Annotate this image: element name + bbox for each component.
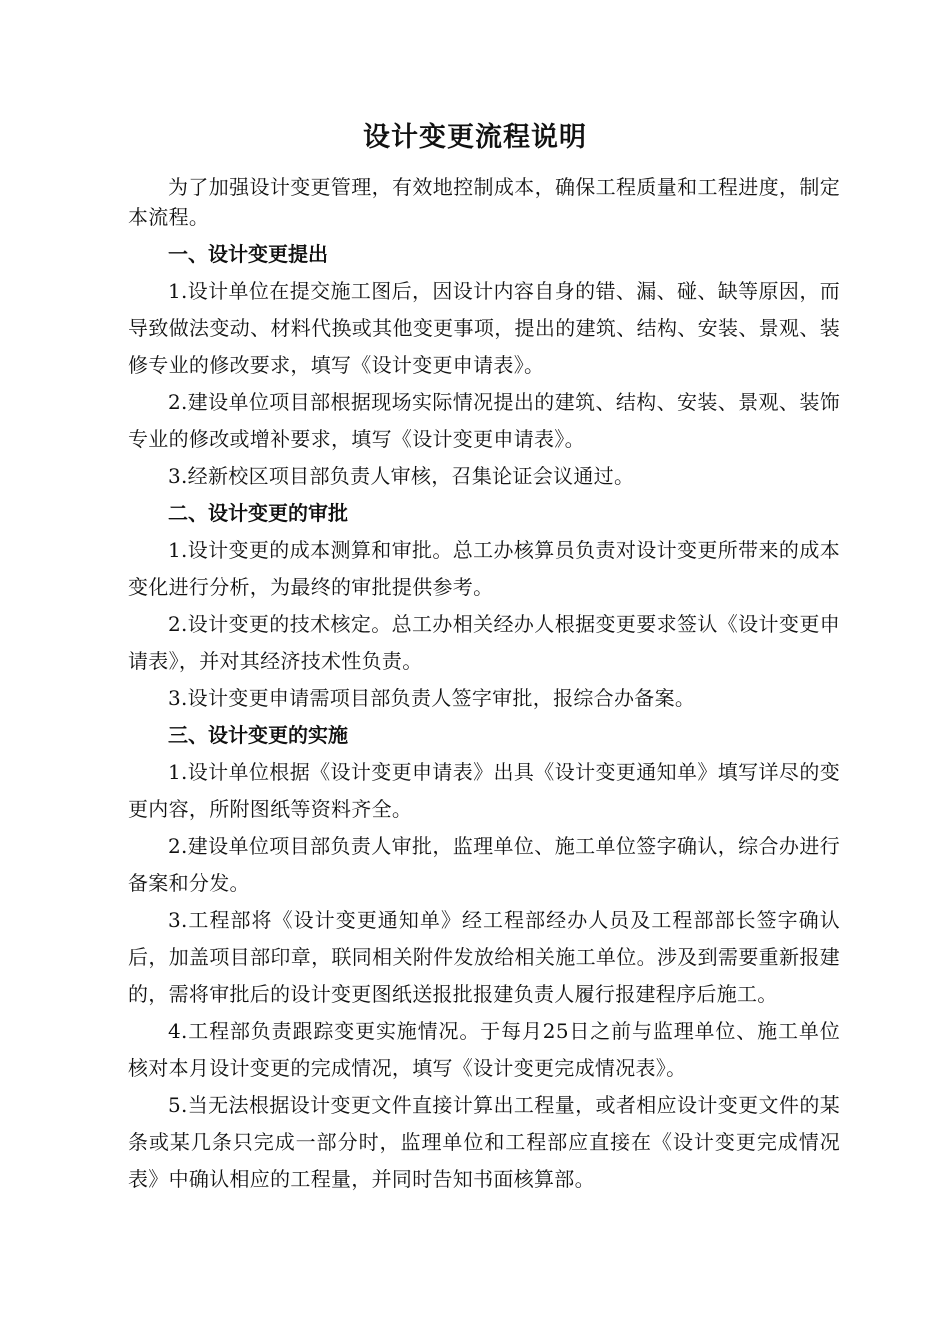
section-1-item-2: 2.建设单位项目部根据现场实际情况提出的建筑、结构、安装、景观、装饰专业的修改或增补要求，填写《设计变更申请表》。 (128, 390, 840, 451)
section-2-item-1: 1.设计变更的成本测算和审批。总工办核算员负责对设计变更所带来的成本变化进行分析，为最终的审批提供参考。 (128, 538, 840, 599)
section-2-item-3: 3.设计变更申请需项目部负责人签字审批，报综合办备案。 (168, 686, 696, 710)
section-3-item-5: 5.当无法根据设计变更文件直接计算出工程量，或者相应设计变更文件的某条或某几条只完成一部分时，监理单位和工程部应直接在《设计变更完成情况表》中确认相应的工程量，并同时告知书面核算部。 (128, 1093, 840, 1191)
section-2-item-2: 2.设计变更的技术核定。总工办相关经办人根据变更要求签认《设计变更申请表》，并对其经济技术性负责。 (128, 612, 840, 673)
section-1-item-3: 3.经新校区项目部负责人审核，召集论证会议通过。 (168, 464, 635, 488)
section-3-item-2: 2.建设单位项目部负责人审批，监理单位、施工单位签字确认，综合办进行备案和分发。 (128, 834, 840, 895)
section-3-heading: 三、设计变更的实施 (168, 723, 348, 747)
section-1-heading: 一、设计变更提出 (168, 242, 328, 266)
section-3-item-1: 1.设计单位根据《设计变更申请表》出具《设计变更通知单》填写详尽的变更内容，所附图纸等资料齐全。 (128, 760, 840, 821)
document-title: 设计变更流程说明 (363, 122, 587, 153)
section-2-heading: 二、设计变更的审批 (168, 501, 348, 525)
section-1-item-1: 1.设计单位在提交施工图后，因设计内容自身的错、漏、碰、缺等原因，而导致做法变动、材料代换或其他变更事项，提出的建筑、结构、安装、景观、装修专业的修改要求，填写《设计变更申请表》。 (128, 279, 840, 377)
section-3-item-3: 3.工程部将《设计变更通知单》经工程部经办人员及工程部部长签字确认后，加盖项目部印章，联同相关附件发放给相关施工单位。涉及到需要重新报建的，需将审批后的设计变更图纸送报批报建负责人履行报建程序后施工。 (128, 908, 840, 1006)
section-3-item-4: 4.工程部负责跟踪变更实施情况。于每月25日之前与监理单位、施工单位核对本月设计变更的完成情况，填写《设计变更完成情况表》。 (128, 1019, 840, 1080)
document-body (128, 172, 840, 1198)
intro-paragraph: 为了加强设计变更管理，有效地控制成本，确保工程质量和工程进度，制定本流程。 (128, 175, 840, 229)
